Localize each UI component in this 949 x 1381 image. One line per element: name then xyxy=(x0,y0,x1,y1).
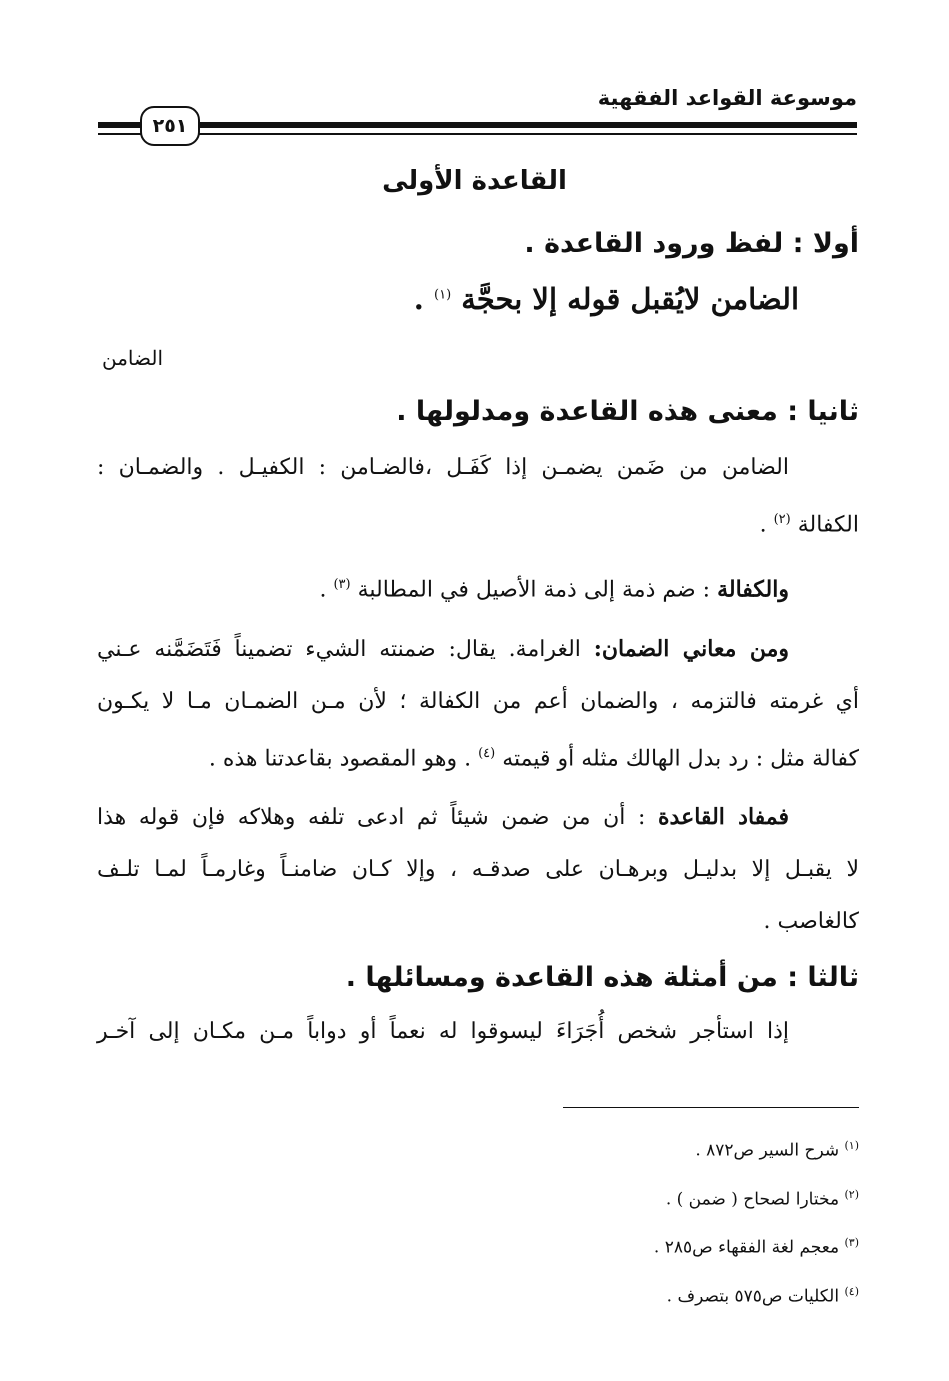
paragraph-text: . وهو المقصود بقاعدتنا هذه . xyxy=(208,745,479,771)
footnote-text: معجم لغة الفقهاء ص٢٨٥ . xyxy=(653,1237,845,1258)
footnote-ref-2: (٢) xyxy=(773,512,791,527)
rule-statement-text: الضامن لايُقبل قوله إلا بحجَّة xyxy=(461,282,799,316)
section3-body xyxy=(97,1006,859,1058)
page-number: ٢٥١ xyxy=(140,106,200,146)
paragraph-text: كفالة مثل : رد بدل الهالك مثله أو قيمته xyxy=(502,745,859,771)
header-rule-thin xyxy=(98,133,857,135)
paragraph-text: : أن من ضمن شيئاً ثم ادعى تلفه وهلاكه فإن قوله هذا xyxy=(97,804,659,830)
term-label-mufad: فمفاد القاعدة xyxy=(658,803,790,830)
rule-statement xyxy=(414,282,799,316)
paragraph-text: . xyxy=(759,512,774,538)
footnote-item xyxy=(654,1124,859,1173)
footnote-text: الكليات ص٥٧٥ بتصرف . xyxy=(666,1286,845,1307)
paragraph-line xyxy=(97,623,859,676)
paragraph-text: الكفالة xyxy=(797,512,859,538)
footnote-item xyxy=(654,1221,859,1270)
footnote-ref-4: (٤) xyxy=(478,745,496,761)
paragraph-text: . xyxy=(319,577,334,603)
paragraph-line xyxy=(97,559,859,616)
section2-heading: ثانيا : معنى هذه القاعدة ومدلولها . xyxy=(396,396,859,427)
paragraph-line: لا يقبـل إلا بدليـل وبرهـان على صدقـه ، وإلا كـان ضامنـاً وغارمـاً لمـا تلـف xyxy=(97,856,859,882)
rule-statement-end: . xyxy=(413,282,434,316)
section2-body xyxy=(97,442,859,948)
section1-heading: أولا : لفظ ورود القاعدة . xyxy=(524,228,859,259)
paragraph-line: كالغاصب . xyxy=(763,908,859,934)
term-label-maani: ومن معاني الضمان: xyxy=(593,635,790,662)
footnote-number: (٣) xyxy=(844,1236,859,1250)
footnote-number: (١) xyxy=(844,1139,859,1152)
term-label-kafala: والكفالة xyxy=(717,576,789,603)
rule-title: القاعدة الأولى xyxy=(382,166,567,196)
footnote-ref-1: (١) xyxy=(434,287,452,303)
footnote-number: (٢) xyxy=(844,1187,859,1201)
footnotes xyxy=(654,1124,859,1319)
word-note: الضامن xyxy=(101,346,163,370)
footnote-item xyxy=(654,1270,859,1319)
paragraph-line xyxy=(97,791,859,844)
footnote-separator xyxy=(563,1107,859,1108)
paragraph-text: الغرامة. يقال: ضمنته الشيء تضميناً فَتَضَمَّنه عـني xyxy=(97,636,594,662)
paragraph-line: أي غرمته فالتزمه ، والضمان أعم من الكفالة ؛ لأن مـن الضمـان مـا لا يكـون xyxy=(97,688,859,714)
paragraph-line: إذا استأجر شخص أُجَرَاءَ ليسوقوا له نعماً أو دواباً مـن مكـان إلى آخـر xyxy=(97,1019,789,1044)
footnote-text: مختارا لصحاح ( ضمن ) . xyxy=(665,1189,845,1210)
footnote-number: (٤) xyxy=(844,1284,859,1298)
section3-heading: ثالثا : من أمثلة هذه القاعدة ومسائلها . xyxy=(345,962,859,993)
paragraph-line xyxy=(97,728,859,785)
header-rule-thick xyxy=(98,122,857,128)
footnote-ref-3: (٣) xyxy=(333,577,351,593)
paragraph-text: : ضم ذمة إلى ذمة الأصيل في المطالبة xyxy=(357,577,718,603)
paragraph-line xyxy=(97,494,859,551)
paragraph-line: الضامن من ضَمن يضمـن إذا كَفَـل ،فالضـامن : الكفيـل . والضمـان : xyxy=(97,455,789,480)
footnote-item xyxy=(654,1173,859,1222)
running-header-title: موسوعة القواعد الفقهية xyxy=(597,86,857,110)
footnote-text: شرح السير ص٨٧٢ . xyxy=(695,1140,845,1161)
